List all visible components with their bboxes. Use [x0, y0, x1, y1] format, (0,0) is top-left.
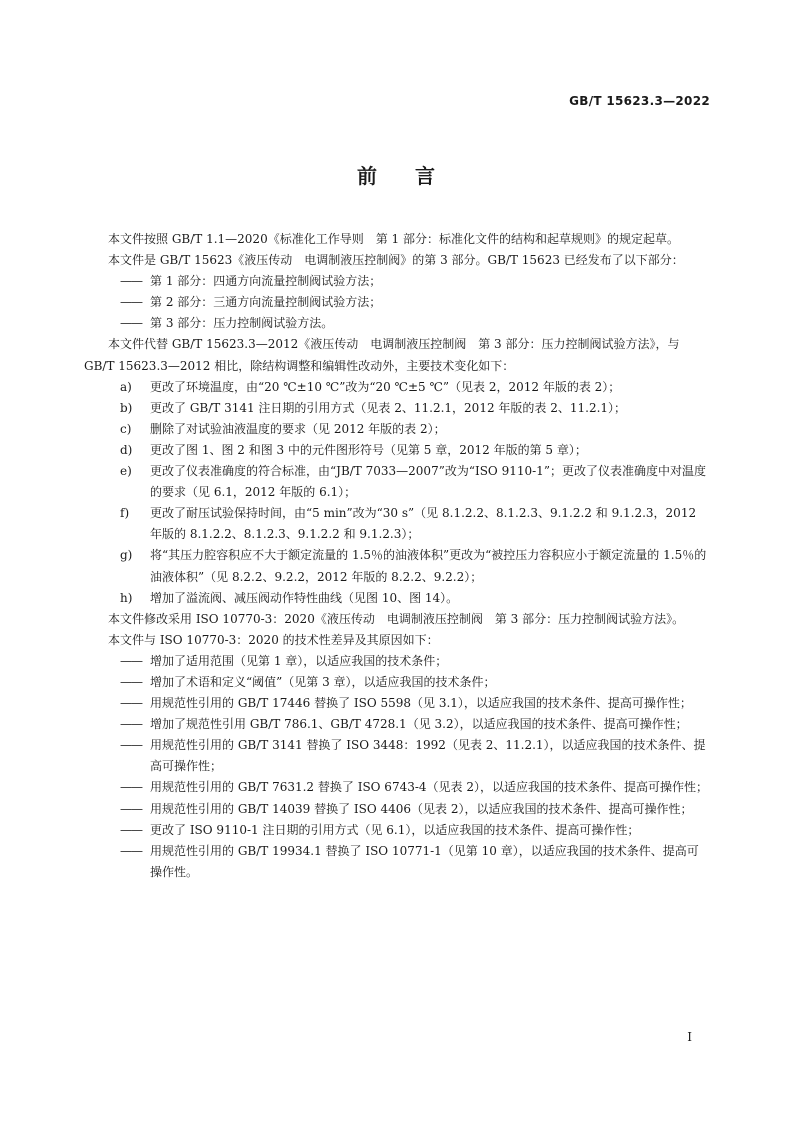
list-item [84, 461, 710, 503]
list-item [84, 693, 710, 714]
list-item-text: 更改了 GB/T 3141 注日期的引用方式（见表 2、11.2.1，2012 年版的表 2、11.2.1）； [150, 400, 627, 415]
document-code: GB/T 15623.3—2022 [569, 94, 710, 108]
list-item-text: 用规范性引用的 GB/T 3141 替换了 ISO 3448：1992（见表 2、11.2.1），以适应我国的技术条件、提高可操作性； [150, 738, 706, 774]
parts-list [84, 271, 710, 334]
list-item [84, 377, 710, 398]
dash-mark: —— [120, 653, 142, 668]
dash-mark: —— [120, 274, 142, 289]
list-item [84, 545, 710, 587]
paragraph-replacement: 本文件代替 GB/T 15623.3—2012《液压传动 电调制液压控制阀 第 3 部分：压力控制阀试验方法》，与 GB/T 15623.3—2012 相比，除结构调整和编辑性改动外，主要技术变化如下： [84, 337, 680, 373]
list-item [84, 503, 710, 545]
list-item-text: 第 1 部分：四通方向流量控制阀试验方法； [150, 274, 382, 289]
list-item-text: 增加了溢流阀、减压阀动作特性曲线（见图 10、图 14）。 [150, 590, 459, 605]
list-item [84, 419, 710, 440]
paragraph-series-info: 本文件是 GB/T 15623《液压传动 电调制液压控制阀》的第 3 部分。GB/T 15623 已经发布了以下部分： [108, 253, 684, 268]
list-item [84, 292, 710, 313]
paragraph-differences-intro: 本文件与 ISO 10770-3：2020 的技术性差异及其原因如下： [108, 632, 439, 647]
dash-mark: —— [120, 738, 142, 753]
list-item [84, 440, 710, 461]
list-item [84, 841, 710, 883]
list-marker: f) [120, 506, 130, 521]
list-item [84, 398, 710, 419]
list-item [84, 735, 710, 777]
list-item-text: 更改了 ISO 9110-1 注日期的引用方式（见 6.1），以适应我国的技术条件、提高可操作性； [150, 822, 640, 837]
dash-mark: —— [120, 780, 142, 795]
list-item [84, 820, 710, 841]
list-item-text: 第 2 部分：三通方向流量控制阀试验方法； [150, 295, 382, 310]
list-marker: d) [120, 442, 133, 457]
list-item-text: 增加了规范性引用 GB/T 786.1、GB/T 4728.1（见 3.2），以适应我国的技术条件、提高可操作性； [150, 717, 688, 732]
list-marker: h) [120, 590, 133, 605]
list-item [84, 714, 710, 735]
page-number: I [687, 1030, 692, 1044]
title-part-2: 言 [415, 164, 437, 188]
paragraph-adoption: 本文件修改采用 ISO 10770-3：2020《液压传动 电调制液压控制阀 第 3 部分：压力控制阀试验方法》。 [108, 611, 685, 626]
list-item-text: 用规范性引用的 GB/T 17446 替换了 ISO 5598（见 3.1），以适应我国的技术条件、提高可操作性； [150, 696, 692, 711]
list-item [84, 271, 710, 292]
list-item [84, 672, 710, 693]
foreword-body [84, 229, 710, 883]
dash-mark: —— [120, 674, 142, 689]
list-item [84, 313, 710, 334]
list-item-text: 用规范性引用的 GB/T 14039 替换了 ISO 4406（见表 2），以适应我国的技术条件、提高可操作性； [150, 801, 693, 816]
list-item-text: 更改了图 1、图 2 和图 3 中的元件图形符号（见第 5 章，2012 年版的第 5 章）； [150, 442, 587, 457]
differences-list [84, 651, 710, 883]
page-title [0, 160, 794, 189]
list-item-text: 增加了适用范围（见第 1 章），以适应我国的技术条件； [150, 653, 448, 668]
list-item-text: 更改了环境温度，由“20 ℃±10 ℃”改为“20 ℃±5 ℃”（见表 2，2012 年版的表 2）； [150, 379, 621, 394]
list-item-text: 增加了术语和定义“阈值”（见第 3 章），以适应我国的技术条件； [150, 674, 496, 689]
list-item-text: 更改了耐压试验保持时间，由“5 min”改为“30 s”（见 8.1.2.2、8.1.2.3、9.1.2.2 和 9.1.2.3，2012 年版的 8.1.2.2、8.1.2.3、9.1.2.2 和 9.1.2.3）； [150, 506, 697, 542]
dash-mark: —— [120, 822, 142, 837]
list-item-text: 更改了仪表准确度的符合标准，由“JB/T 7033—2007”改为“ISO 9110-1”；更改了仪表准确度中对温度的要求（见 6.1，2012 年版的 6.1）； [150, 464, 706, 500]
list-item-text: 用规范性引用的 GB/T 19934.1 替换了 ISO 10771-1（见第 10 章），以适应我国的技术条件、提高可操作性。 [150, 843, 699, 879]
list-item [84, 799, 710, 820]
list-item-text: 第 3 部分：压力控制阀试验方法。 [150, 316, 334, 331]
list-item-text: 删除了对试验油液温度的要求（见 2012 年版的表 2）； [150, 421, 446, 436]
list-item [84, 588, 710, 609]
list-marker: e) [120, 464, 132, 479]
list-marker: a) [120, 379, 132, 394]
list-item-text: 将“其压力腔容积应不大于额定流量的 1.5％的油液体积”更改为“被控压力容积应小于额定流量的 1.5％的油液体积”（见 8.2.2、9.2.2，2012 年版的 8.2.2、9.2.2）； [150, 548, 707, 584]
dash-mark: —— [120, 696, 142, 711]
dash-mark: —— [120, 717, 142, 732]
list-marker: c) [120, 421, 132, 436]
dash-mark: —— [120, 843, 142, 858]
list-item [84, 651, 710, 672]
changes-list [84, 377, 710, 609]
dash-mark: —— [120, 316, 142, 331]
title-part-1: 前 [357, 164, 379, 188]
paragraph-drafting-rules: 本文件按照 GB/T 1.1—2020《标准化工作导则 第 1 部分：标准化文件的结构和起草规则》的规定起草。 [108, 232, 679, 246]
list-item-text: 用规范性引用的 GB/T 7631.2 替换了 ISO 6743-4（见表 2），以适应我国的技术条件、提高可操作性； [150, 780, 708, 795]
list-item [84, 777, 710, 798]
list-marker: g) [120, 548, 133, 563]
list-marker: b) [120, 400, 133, 415]
dash-mark: —— [120, 801, 142, 816]
dash-mark: —— [120, 295, 142, 310]
